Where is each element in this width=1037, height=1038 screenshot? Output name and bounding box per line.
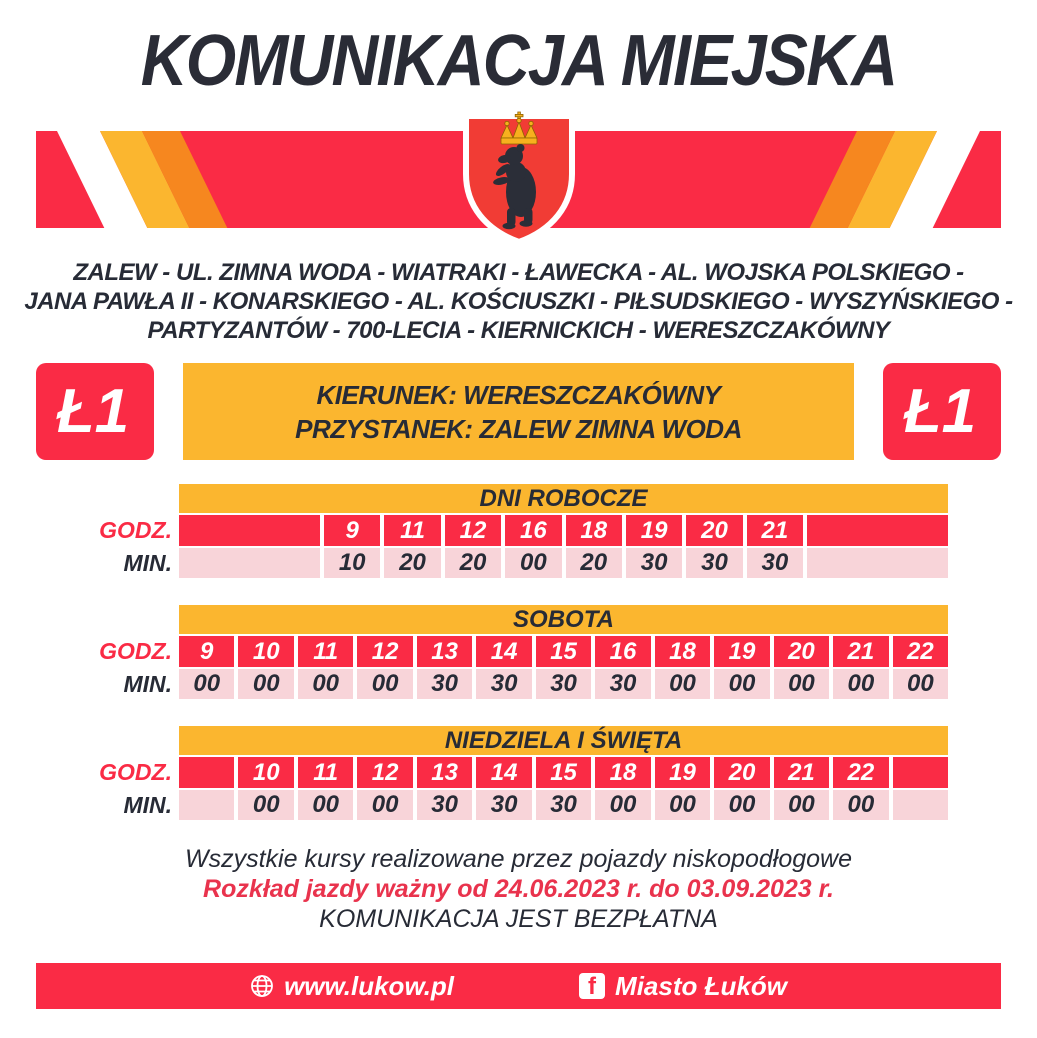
minute-cell: 00: [655, 669, 710, 699]
hour-cell: 12: [357, 757, 412, 788]
hour-cell: 19: [714, 636, 769, 667]
minutes-row-label: MIN.: [123, 549, 172, 576]
hour-cell: 18: [655, 636, 710, 667]
hour-cell: 14: [476, 636, 531, 667]
timetable-day-header: SOBOTA: [179, 605, 948, 634]
label-spacer: [100, 605, 172, 636]
direction-row: [36, 363, 1001, 460]
minute-cell: 20: [445, 548, 501, 578]
minute-cell: 20: [566, 548, 622, 578]
row-labels: [100, 605, 172, 699]
hour-cell: 21: [774, 757, 829, 788]
hour-cell: 19: [655, 757, 710, 788]
footer-bar: [36, 963, 1001, 1009]
hour-cell: 21: [833, 636, 888, 667]
minute-cell: 00: [774, 790, 829, 820]
hours-row-label: GODZ.: [99, 759, 172, 785]
minutes-row: [179, 548, 948, 578]
hour-cell: 20: [714, 757, 769, 788]
minute-cell: 00: [833, 790, 888, 820]
hour-cell: 13: [417, 757, 472, 788]
hour-cell: 14: [476, 757, 531, 788]
minute-cell: 00: [774, 669, 829, 699]
hour-cell: 9: [324, 515, 380, 546]
page-title: KOMUNIKACJA MIEJSKA: [140, 21, 897, 101]
website-item: [250, 971, 454, 1002]
minute-cell: 30: [626, 548, 682, 578]
hour-cell: 12: [445, 515, 501, 546]
facebook-item: [579, 971, 787, 1002]
timetable-poster: [0, 14, 1037, 1038]
hours-row-label: GODZ.: [99, 638, 172, 664]
timetables-section: [0, 484, 1037, 820]
route-line: JANA PAWŁA II - KONARSKIEGO - AL. KOŚCIUSZKI - PIŁSUDSKIEGO - WYSZYŃSKIEGO -: [24, 288, 1013, 315]
facebook-icon: f: [579, 973, 605, 999]
hour-cell: 18: [595, 757, 650, 788]
hour-cell: 12: [357, 636, 412, 667]
minute-cell: 30: [595, 669, 650, 699]
hour-cell: 19: [626, 515, 682, 546]
empty-cell: [807, 515, 948, 546]
website-url: www.lukow.pl: [284, 970, 455, 1001]
route-line: PARTYZANTÓW - 700-LECIA - KIERNICKICH - WERESZCZAKÓWNY: [147, 317, 890, 344]
line-badge-left: Ł1: [36, 363, 154, 460]
row-labels: [100, 484, 172, 578]
timetable-day-header: DNI ROBOCZE: [179, 484, 948, 513]
hour-cell: 20: [774, 636, 829, 667]
hour-cell: 11: [384, 515, 440, 546]
minute-cell: 30: [686, 548, 742, 578]
minute-cell: 00: [357, 790, 412, 820]
minutes-row: [179, 669, 948, 699]
minute-cell: 00: [357, 669, 412, 699]
hours-row-label: GODZ.: [99, 517, 172, 543]
minutes-row-label: MIN.: [123, 791, 172, 818]
hour-cell: 15: [536, 636, 591, 667]
hours-row: [179, 515, 948, 546]
label-spacer: [100, 484, 172, 515]
empty-cell: [179, 790, 234, 820]
timetable-grid: [179, 726, 948, 820]
empty-cell: [893, 790, 948, 820]
hour-cell: 18: [566, 515, 622, 546]
minute-cell: 30: [417, 669, 472, 699]
empty-cell: [893, 757, 948, 788]
timetable-grid: [179, 605, 948, 699]
hour-cell: 22: [893, 636, 948, 667]
minute-cell: 00: [833, 669, 888, 699]
minute-cell: 00: [298, 669, 353, 699]
stop-label: PRZYSTANEK: ZALEW ZIMNA WODA: [295, 413, 742, 444]
hour-cell: 16: [595, 636, 650, 667]
minutes-row-label: MIN.: [123, 670, 172, 697]
timetable: [100, 605, 948, 699]
low-floor-note: Wszystkie kursy realizowane przez pojazdy niskopodłogowe: [185, 845, 852, 873]
minute-cell: 00: [714, 669, 769, 699]
minute-cell: 00: [714, 790, 769, 820]
empty-cell: [179, 757, 234, 788]
minute-cell: 00: [655, 790, 710, 820]
empty-cell: [807, 548, 948, 578]
notes: [0, 844, 1037, 934]
timetable-day-header: NIEDZIELA I ŚWIĘTA: [179, 726, 948, 755]
timetable-grid: [179, 484, 948, 578]
hours-row: [179, 636, 948, 667]
minute-cell: 00: [238, 669, 293, 699]
minute-cell: 30: [747, 548, 803, 578]
minute-cell: 30: [417, 790, 472, 820]
minute-cell: 00: [179, 669, 234, 699]
direction-banner: [183, 363, 854, 460]
brand-banner: [36, 131, 1001, 228]
direction-label: KIERUNEK: WERESZCZAKÓWNY: [316, 379, 721, 410]
timetable: [100, 484, 948, 578]
hour-cell: 15: [536, 757, 591, 788]
facebook-page-name: Miasto Łuków: [615, 970, 787, 1001]
minute-cell: 00: [595, 790, 650, 820]
hour-cell: 11: [298, 757, 353, 788]
minute-cell: 30: [476, 790, 531, 820]
free-ride-note: KOMUNIKACJA JEST BEZPŁATNA: [319, 905, 718, 933]
minute-cell: 10: [324, 548, 380, 578]
minutes-row: [179, 790, 948, 820]
globe-icon: [250, 974, 274, 998]
line-badge-right: Ł1: [883, 363, 1001, 460]
minute-cell: 30: [536, 790, 591, 820]
hour-cell: 10: [238, 636, 293, 667]
minute-cell: 30: [536, 669, 591, 699]
hour-cell: 22: [833, 757, 888, 788]
hours-row: [179, 757, 948, 788]
minute-cell: 20: [384, 548, 440, 578]
hour-cell: 9: [179, 636, 234, 667]
route-list: [0, 258, 1037, 345]
route-line: ZALEW - UL. ZIMNA WODA - WIATRAKI - ŁAWECKA - AL. WOJSKA POLSKIEGO -: [73, 259, 964, 286]
label-spacer: [100, 726, 172, 757]
row-labels: [100, 726, 172, 820]
minute-cell: 00: [238, 790, 293, 820]
hour-cell: 20: [686, 515, 742, 546]
hour-cell: 11: [298, 636, 353, 667]
timetable: [100, 726, 948, 820]
minute-cell: 30: [476, 669, 531, 699]
minute-cell: 00: [505, 548, 561, 578]
lukow-coat-of-arms-icon: [458, 108, 580, 248]
hour-cell: 21: [747, 515, 803, 546]
validity-note: Rozkład jazdy ważny od 24.06.2023 r. do 03.09.2023 r.: [203, 875, 834, 903]
empty-cell: [179, 548, 320, 578]
hour-cell: 16: [505, 515, 561, 546]
empty-cell: [179, 515, 320, 546]
minute-cell: 00: [298, 790, 353, 820]
minute-cell: 00: [893, 669, 948, 699]
hour-cell: 10: [238, 757, 293, 788]
hour-cell: 13: [417, 636, 472, 667]
